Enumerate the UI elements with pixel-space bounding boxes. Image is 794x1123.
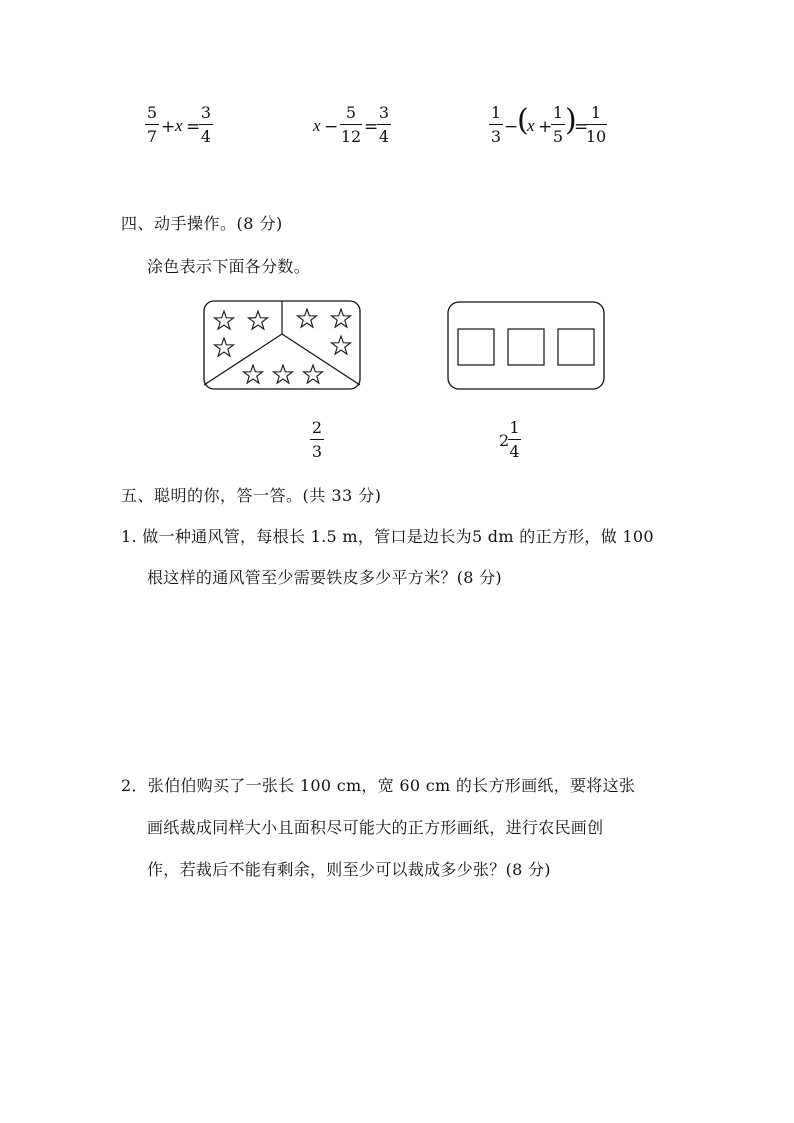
- fraction-5-12: 5 12: [340, 103, 362, 146]
- minus-sign: −: [324, 117, 339, 137]
- figure-2-fraction: 1 4: [509, 418, 520, 461]
- star-icon: [331, 309, 350, 327]
- divider-line-right: [282, 334, 360, 385]
- figure-1-fraction: 2 3: [311, 418, 323, 461]
- star-icon: [214, 338, 233, 356]
- plus-sign: +: [538, 117, 553, 137]
- square-box: [458, 329, 494, 365]
- squares-figure: [444, 298, 608, 394]
- fraction-1-10: 1 10: [585, 103, 607, 146]
- star-icon: [303, 365, 322, 383]
- star-icon: [297, 309, 316, 327]
- square-box: [508, 329, 544, 365]
- star-icon: [214, 311, 233, 329]
- question-2-line-2: 画纸裁成同样大小且面积尽可能大的正方形画纸，进行农民画创: [147, 818, 604, 837]
- star-icon: [273, 365, 292, 383]
- equals-sign: =: [186, 117, 201, 137]
- section-5-heading: 五、聪明的你，答一答。(共 33 分): [121, 486, 382, 505]
- variable-x: x: [527, 116, 535, 135]
- equals-sign: =: [574, 117, 589, 137]
- fraction-3-4: 3 4: [378, 103, 390, 146]
- star-icon: [331, 336, 350, 354]
- fraction-5-7: 5 7: [146, 103, 158, 146]
- minus-sign: −: [504, 117, 519, 137]
- fraction-1-3: 1 3: [490, 103, 502, 146]
- star-icon: [243, 365, 262, 383]
- divider-line-left: [204, 334, 282, 385]
- question-2-line-3: 作，若裁后不能有剩余，则至少可以裁成多少张？(8 分): [147, 860, 551, 879]
- fraction-1-5: 1 5: [552, 103, 564, 146]
- question-1-line-2: 根这样的通风管至少需要铁皮多少平方米？(8 分): [147, 568, 502, 587]
- question-1-line-1: 1. 做一种通风管，每根长 1.5 m，管口是边长为5 dm 的正方形，做 100: [121, 527, 654, 546]
- question-2-line-1: 2．张伯伯购买了一张长 100 cm，宽 60 cm 的长方形画纸，要将这张: [121, 776, 636, 795]
- star-icon: [248, 311, 267, 329]
- star-shape-figure: [200, 298, 365, 394]
- variable-x: x: [313, 116, 321, 135]
- equals-sign: =: [364, 117, 379, 137]
- section-4-instruction: 涂色表示下面各分数。: [147, 257, 311, 276]
- right-paren: ): [565, 103, 577, 138]
- fraction-3-4: 3 4: [200, 103, 212, 146]
- variable-x: x: [175, 116, 183, 135]
- figure-2-outline: [448, 302, 604, 389]
- plus-sign: +: [161, 117, 176, 137]
- square-box: [558, 329, 594, 365]
- left-paren: (: [517, 103, 529, 138]
- figure-2-whole-number: 2: [499, 431, 510, 450]
- section-4-heading: 四、动手操作。(8 分): [121, 214, 283, 233]
